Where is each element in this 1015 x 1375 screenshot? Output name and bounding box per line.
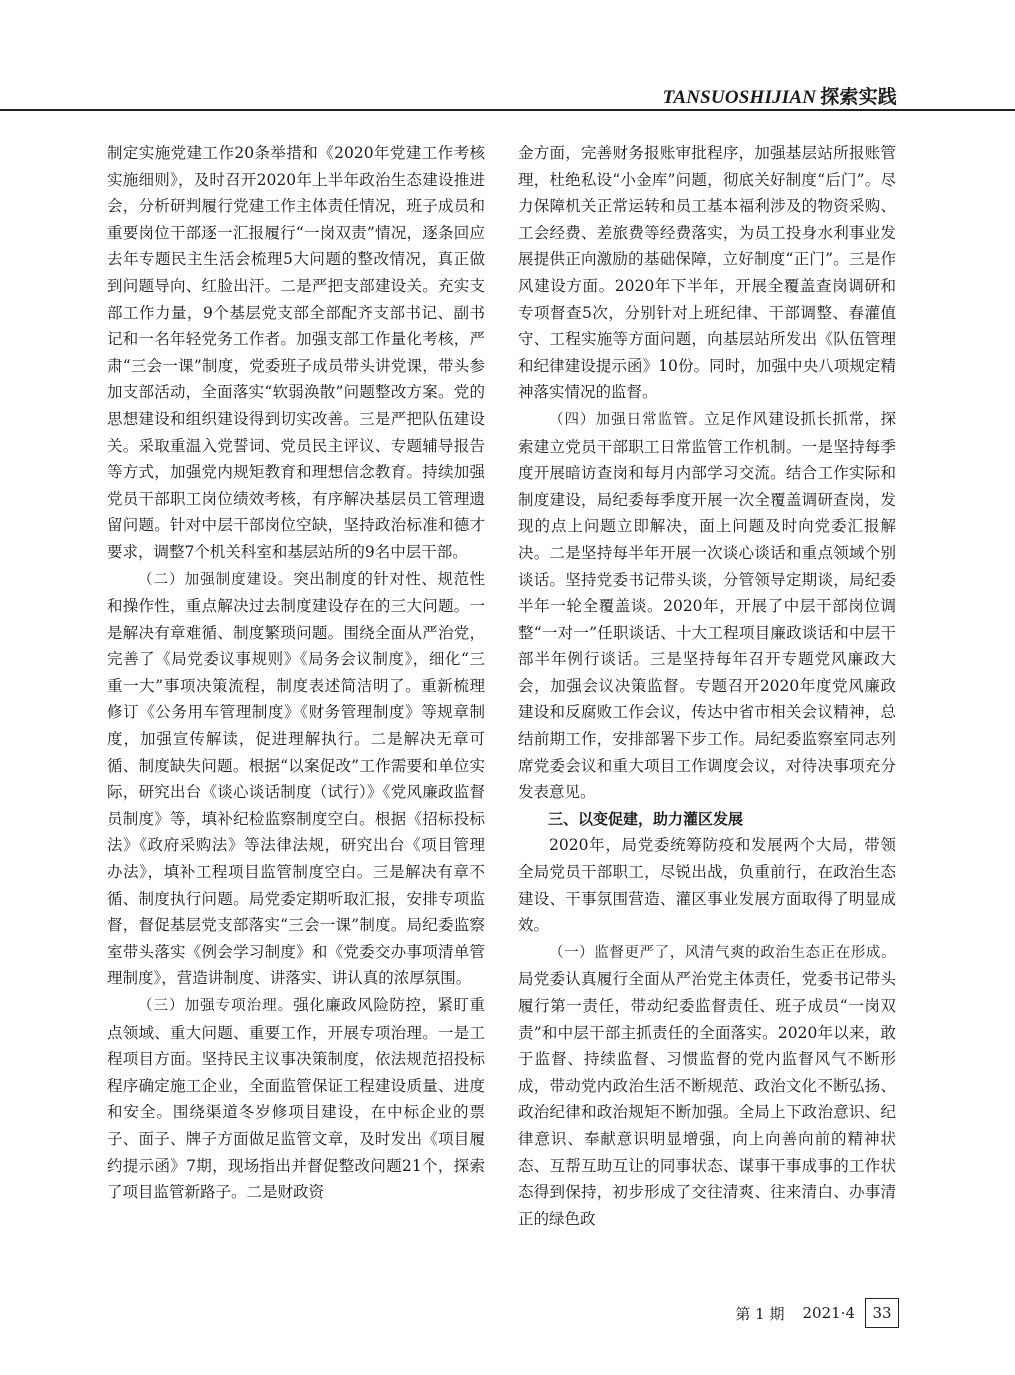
page-header [0,0,1015,113]
subsection-heading: （一）监督更严了，风清气爽的政治生态正在形成。 [549,944,896,961]
paragraph-text: 突出制度的针对性、规范性和操作性，重点解决过去制度建设存在的三大问题。一是解决有章难循、制度繁琐问题。围绕全面从严治党，完善了《局党委议事规则》《局务会议制度》，细化“三重一大”事项决策流程，制度表述简洁明了。重新梳理修订《公务用车管理制度》《财务管理制度》等规章制度，加强宣传解读，促进理解执行。二是解决无章可循、制度缺失问题。根据“以案促改”工作需要和单位实际，研究出台《谈心谈话制度（试行）》《党风廉政监督员制度》等，填补纪检监察制度空白。根据《招标投标法》《政府采购法》等法律法规，研究出台《项目管理办法》，填补工程项目监管制度空白。三是解决有章不循、制度执行问题。局党委定期听取汇报，安排专项监督，督促基层党支部落实“三会一课”制度。局纪委监察室带头落实《例会学习制度》和《党委交办事项清单管理制度》，营造讲制度、讲落实、讲认真的浓厚氛围。 [107,569,485,988]
paragraph: 金方面，完善财务报账审批程序，加强基层站所报账管理，杜绝私设“小金库”问题，彻底关好制度“后门”。尽力保障机关正常运转和员工基本福利涉及的物资采购、工会经费、差旅费等经费落实，为员工投身水利事业发展提供正向激励的基础保障，立好制度“正门”。三是作风建设方面。2020年下半年，开展全覆盖查岗调研和专项督查5次，分别针对上班纪律、干部调整、春灌值守、工程实施等方面问题，向基层站所发出《队伍管理和纪律建设提示函》10份。同时，加强中央八项规定精神落实情况的监督。 [518,144,896,402]
page-number: 33 [865,1298,899,1328]
subsection-heading: （三）加强专项治理。 [138,998,294,1014]
section-heading: 三、以变促建，助力灌区发展 [548,809,744,828]
header-divider [0,109,1015,111]
paragraph [518,939,896,1233]
paragraph: 2020年，局党委统筹防疫和发展两个大局，带领全局党员干部职工，尽锐出战，负重前行，在政治生态建设、干事氛围营造、灌区事业发展方面取得了明显成效。 [518,836,896,935]
journal-title-cn: 探索实践 [820,86,897,108]
paragraph [518,406,896,806]
left-column [107,140,485,1206]
paragraph-text: 立足作风建设抓长抓常，探索建立党员干部职工日常监管工作机制。一是坚持每季度开展暗访查岗和每月内部学习交流。结合工作实际和制度建设，局纪委每季度开展一次全覆盖调研查岗，发现的点上问题立即解决，面上问题及时向党委汇报解决。二是坚持每半年开展一次谈心谈话和重点领域个别谈话。坚持党委书记带头谈，分管领导定期谈，局纪委半年一轮全覆盖谈。2020年，开展了中层干部岗位调整“一对一”任职谈话、十大工程项目廉政谈话和中层干部半年例行谈话。三是坚持每年召开专题党风廉政大会，加强会议决策监督。专题召开2020年度党风廉政建设和反腐败工作会议，传达中省市相关会议精神，总结前期工作，安排部署下步工作。局纪委监察室同志列席党委会议和重大项目工作调度会议，对待决事项充分发表意见。 [518,409,896,802]
paragraph: 制定实施党建工作20条举措和《2020年党建工作考核实施细则》，及时召开2020年上半年政治生态建设推进会，分析研判履行党建工作主体责任情况，班子成员和重要岗位干部逐一汇报履行“一岗双责”情况，逐条回应去年专题民主生活会梳理5大问题的整改情况，真正做到问题导向、红脸出汗。二是严把支部建设关。充实支部工作力量，9个基层党支部全部配齐支部书记、副书记和一名年轻党务工作者。加强支部工作量化考核，严肃“三会一课”制度，党委班子成员带头讲党课，带头参加支部活动，全面落实“软弱涣散”问题整改方案。党的思想建设和组织建设得到切实改善。三是严把队伍建设关。采取重温入党誓词、党员民主评议、专题辅导报告等方式，加强党内规矩教育和理想信念教育。持续加强党员干部职工岗位绩效考核，有序解决基层员工管理遗留问题。针对中层干部岗位空缺，坚持政治标准和德才要求，调整7个机关科室和基层站所的9名中层干部。 [107,144,485,561]
journal-title-latin: TANSUOSHIJIAN [662,87,817,108]
journal-title [663,82,897,109]
page-footer [735,1298,899,1328]
right-column [518,140,896,1232]
subsection-heading: （二）加强制度建设。 [138,571,294,588]
subsection-heading: （四）加强日常监管。 [549,411,705,428]
issue-date: 2021·4 [802,1304,855,1322]
issue-number: 第 1 期 [735,1304,785,1323]
paragraph [107,566,485,993]
paragraph [107,992,485,1206]
paragraph-text: 强化廉政风险防控，紧盯重点领域、重大问题、重要工作，开展专项治理。一是工程项目方面。坚持民主议事决策制度，依法规范招投标程序确定施工企业，全面监管保证工程建设质量、进度和安全。围绕渠道冬岁修项目建设，在中标企业的票子、面子、牌子方面做足监管文章，及时发出《项目履约提示函》7期，现场指出并督促整改问题21个，探索了项目监管新路子。二是财政资 [107,996,485,1202]
paragraph-text: 局党委认真履行全面从严治党主体责任，党委书记带头履行第一责任，带动纪委监督责任、班子成员“一岗双责”和中层干部主抓责任的全面落实。2020年以来，敢于监督、持续监督、习惯监督的党内监督风气不断形成，带动党内政治生活不断规范、政治文化不断弘扬、政治纪律和政治规矩不断加强。全局上下政治意识、纪律意识、奉献意识明显增强，向上向善向前的精神状态、互帮互助互让的同事状态、谋事干事成事的工作状态得到保持，初步形成了交往清爽、往来清白、办事清正的绿色政 [518,970,896,1228]
